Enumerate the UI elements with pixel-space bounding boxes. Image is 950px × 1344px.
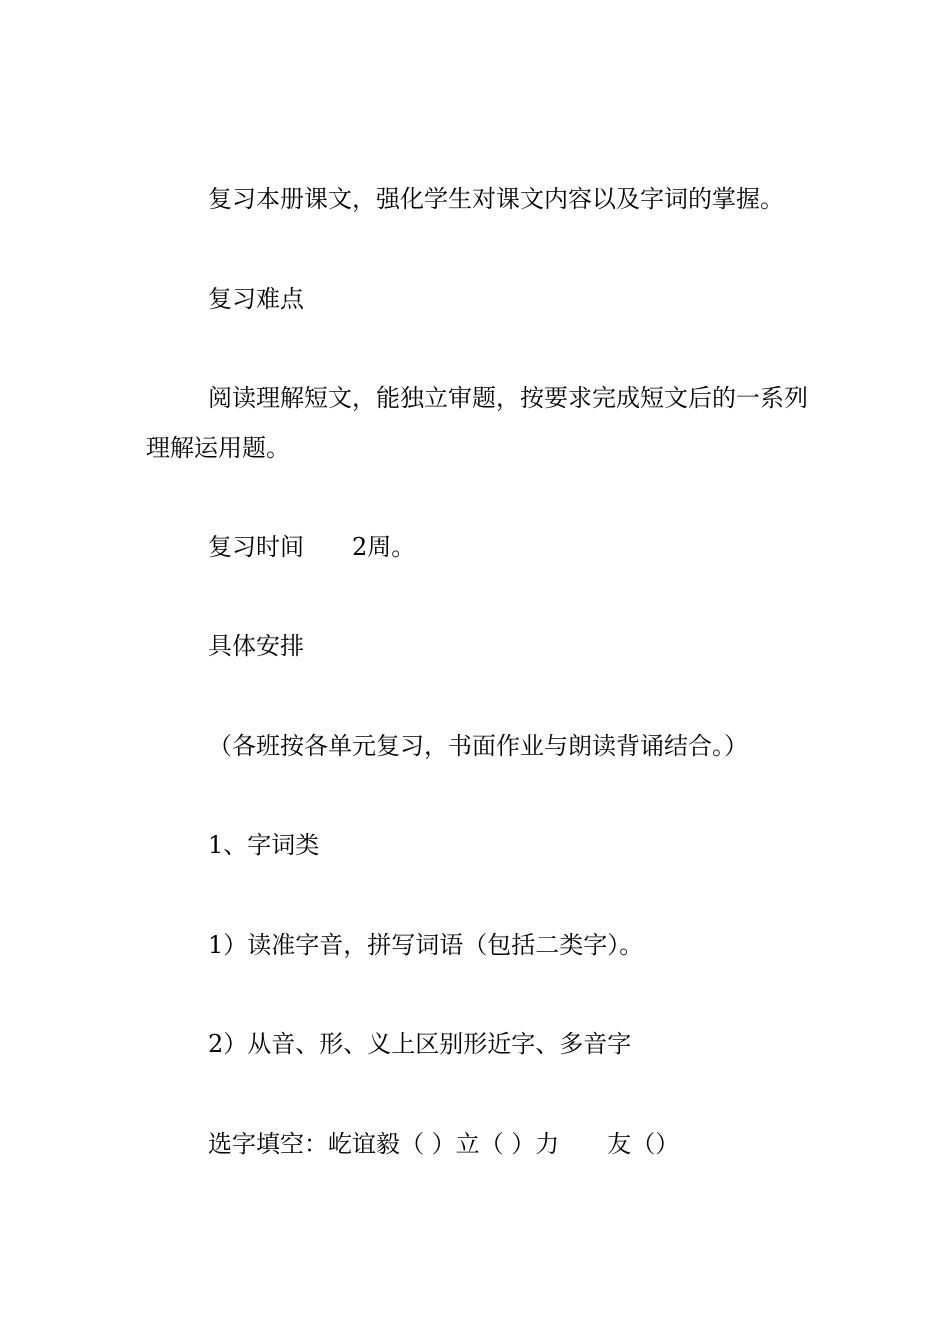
paragraph-review-goal: 复习本册课文，强化学生对课文内容以及字词的掌握。 <box>208 185 784 213</box>
list-item-pronunciation: 1）读准字音，拼写词语（包括二类字）。 <box>208 931 644 959</box>
paragraph-review-time: 复习时间 2周。 <box>208 533 416 561</box>
exercise-fill-blank: 选字填空：屹谊毅（ ）立（ ）力 友（） <box>208 1130 680 1158</box>
heading-word-category: 1、字词类 <box>208 831 320 859</box>
heading-review-difficulty: 复习难点 <box>208 285 304 313</box>
paragraph-class-note: （各班按各单元复习，书面作业与朗读背诵结合。） <box>208 732 748 760</box>
paragraph-reading-comprehension: 阅读理解短文，能独立审题，按要求完成短文后的一系列理解运用题。 <box>146 384 808 462</box>
heading-arrangement: 具体安排 <box>208 632 304 660</box>
list-item-similar-characters: 2）从音、形、义上区别形近字、多音字 <box>208 1030 632 1058</box>
